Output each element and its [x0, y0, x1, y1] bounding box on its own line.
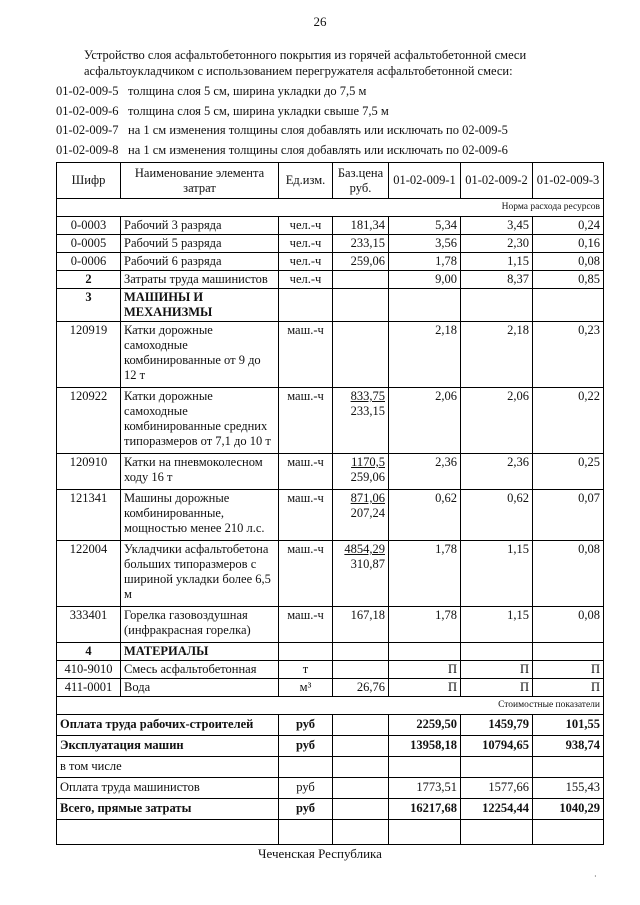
row-code: 121341: [57, 490, 121, 541]
row-value-2: П: [461, 661, 533, 679]
row-price: [333, 388, 389, 454]
cost-value-2: 10794,65: [461, 736, 533, 757]
row-name: Смесь асфальтобетонная: [121, 661, 279, 679]
table-spacer-row: [57, 820, 604, 845]
cost-value-1: 13958,18: [389, 736, 461, 757]
row-value-2: 2,06: [461, 388, 533, 454]
row-price: [333, 271, 389, 289]
header-col-3: 01-02-009-3: [533, 163, 604, 199]
section-row: [57, 289, 604, 322]
table-cell: [533, 289, 604, 322]
row-value-2: 8,37: [461, 271, 533, 289]
price-top: 1170,5: [351, 455, 385, 469]
row-value-3: 0,24: [533, 217, 604, 235]
table-row: [57, 322, 604, 388]
cost-value-2: 1459,79: [461, 715, 533, 736]
code-id: 01-02-009-5: [56, 84, 119, 98]
cost-name: Оплата труда машинистов: [57, 778, 279, 799]
row-price: [333, 661, 389, 679]
table-cell: [333, 289, 389, 322]
row-code: 411-0001: [57, 679, 121, 697]
code-description: на 1 см изменения толщины слоя добавлять или исключать по 02-009-5: [128, 123, 508, 137]
cost-value-1: 2259,50: [389, 715, 461, 736]
cost-row: [57, 778, 604, 799]
row-value-2: П: [461, 679, 533, 697]
page-number: 26: [313, 14, 327, 29]
table-cell: [333, 643, 389, 661]
row-name: Затраты труда машинистов: [121, 271, 279, 289]
row-price: [333, 757, 389, 778]
header-name: Наименование элемента затрат: [121, 163, 279, 199]
row-value-1: 2,36: [389, 454, 461, 490]
cost-label: Стоимостные показатели: [57, 697, 604, 715]
code-line: [56, 141, 626, 161]
row-unit: маш.-ч: [279, 454, 333, 490]
section-code: 3: [57, 289, 121, 322]
row-code: 2: [57, 271, 121, 289]
row-price: 233,15: [333, 235, 389, 253]
row-code: 120910: [57, 454, 121, 490]
row-name: Катки дорожные самоходные комбинированные средних типоразмеров от 7,1 до 10 т: [121, 388, 279, 454]
table-cell: [533, 643, 604, 661]
table-cell: [461, 820, 533, 845]
table-row: [57, 454, 604, 490]
row-code: 120919: [57, 322, 121, 388]
row-price: [333, 736, 389, 757]
code-line: [56, 102, 626, 122]
table-row: [57, 607, 604, 643]
table-cell: [389, 820, 461, 845]
row-value-1: 1,78: [389, 541, 461, 607]
section-title: МАШИНЫ И МЕХАНИЗМЫ: [121, 289, 279, 322]
table-row: [57, 490, 604, 541]
table-row: [57, 271, 604, 289]
norm-label-row: [57, 199, 604, 217]
table-cell: [279, 289, 333, 322]
price-base: 233,15: [350, 404, 385, 418]
table-cell: [279, 820, 333, 845]
row-name: Рабочий 6 разряда: [121, 253, 279, 271]
header-unit: Ед.изм.: [279, 163, 333, 199]
corner-mark: ·: [594, 872, 597, 881]
intro-text: Устройство слоя асфальтобетонного покрытия из горячей асфальтобетонной смеси асфальтоукладчиком с использованием перегружателя асфальтобетонной смеси:: [84, 48, 527, 78]
row-value-2: 2,36: [461, 454, 533, 490]
row-code: 333401: [57, 607, 121, 643]
cost-name: Оплата труда рабочих-строителей: [57, 715, 279, 736]
cost-unit: руб: [279, 799, 333, 820]
cost-value-3: [533, 757, 604, 778]
cost-value-1: [389, 757, 461, 778]
row-unit: т: [279, 661, 333, 679]
table-cell: [279, 643, 333, 661]
row-name: Горелка газовоздушная (инфракрасная горелка): [121, 607, 279, 643]
cost-unit: руб: [279, 736, 333, 757]
cost-value-2: 1577,66: [461, 778, 533, 799]
row-value-2: 3,45: [461, 217, 533, 235]
cost-row: [57, 715, 604, 736]
resource-table: [56, 162, 604, 845]
row-price: [333, 778, 389, 799]
row-value-2: 1,15: [461, 253, 533, 271]
row-value-1: 2,18: [389, 322, 461, 388]
row-unit: маш.-ч: [279, 607, 333, 643]
cost-unit: руб: [279, 715, 333, 736]
row-value-1: 3,56: [389, 235, 461, 253]
row-value-3: П: [533, 661, 604, 679]
row-name: Машины дорожные комбинированные, мощностью менее 210 л.с.: [121, 490, 279, 541]
row-price: [333, 715, 389, 736]
row-value-3: 0,23: [533, 322, 604, 388]
cost-label-row: [57, 697, 604, 715]
table-row: [57, 661, 604, 679]
row-unit: м³: [279, 679, 333, 697]
cost-value-3: 101,55: [533, 715, 604, 736]
cost-row: [57, 799, 604, 820]
code-description: толщина слоя 5 см, ширина укладки свыше 7,5 м: [128, 103, 389, 118]
table-cell: [389, 643, 461, 661]
table-row: [57, 235, 604, 253]
row-price: [333, 490, 389, 541]
row-value-3: 0,16: [533, 235, 604, 253]
row-value-2: 0,62: [461, 490, 533, 541]
cost-value-3: 1040,29: [533, 799, 604, 820]
row-value-2: 2,18: [461, 322, 533, 388]
code-list: [56, 82, 626, 160]
row-value-3: 0,08: [533, 541, 604, 607]
code-id: 01-02-009-6: [56, 103, 119, 118]
cost-value-3: 155,43: [533, 778, 604, 799]
cost-value-3: 938,74: [533, 736, 604, 757]
code-description: на 1 см изменения толщины слоя добавлять или исключать по 02-009-6: [128, 142, 508, 157]
row-price: [333, 454, 389, 490]
table-header-row: [57, 163, 604, 199]
norm-label: Норма расхода ресурсов: [57, 199, 604, 217]
table-row: [57, 217, 604, 235]
row-name: Укладчики асфальтобетона больших типоразмеров с шириной укладки более 6,5 м: [121, 541, 279, 607]
row-value-1: 1,78: [389, 607, 461, 643]
row-value-2: 1,15: [461, 541, 533, 607]
row-name: Рабочий 3 разряда: [121, 217, 279, 235]
price-base: 259,06: [350, 470, 385, 484]
row-value-3: П: [533, 679, 604, 697]
cost-unit: руб: [279, 778, 333, 799]
row-price: 26,76: [333, 679, 389, 697]
price-top: 4854,29: [344, 542, 385, 556]
row-code: 0-0003: [57, 217, 121, 235]
row-name: Катки дорожные самоходные комбинированные от 9 до 12 т: [121, 322, 279, 388]
row-value-3: 0,85: [533, 271, 604, 289]
row-price: [333, 541, 389, 607]
row-value-3: 0,08: [533, 253, 604, 271]
table-row: [57, 679, 604, 697]
row-value-1: 2,06: [389, 388, 461, 454]
cost-value-1: 1773,51: [389, 778, 461, 799]
footer-region: Чеченская Республика: [258, 846, 382, 861]
code-id: 01-02-009-8: [56, 142, 119, 157]
row-value-1: 5,34: [389, 217, 461, 235]
cost-row: [57, 736, 604, 757]
table-cell: [389, 289, 461, 322]
row-name: Вода: [121, 679, 279, 697]
row-name: Катки на пневмоколесном ходу 16 т: [121, 454, 279, 490]
row-price: [333, 607, 389, 643]
table-cell: [461, 289, 533, 322]
table-cell: [57, 820, 279, 845]
section-title: МАТЕРИАЛЫ: [121, 643, 279, 661]
price-top: 833,75: [350, 389, 385, 403]
code-id: 01-02-009-7: [56, 123, 119, 137]
row-value-2: 2,30: [461, 235, 533, 253]
header-col-2: 01-02-009-2: [461, 163, 533, 199]
cost-value-2: 12254,44: [461, 799, 533, 820]
row-unit: маш.-ч: [279, 490, 333, 541]
table-row: [57, 388, 604, 454]
header-col-1: 01-02-009-1: [389, 163, 461, 199]
row-value-1: 1,78: [389, 253, 461, 271]
row-value-1: П: [389, 661, 461, 679]
section-code: 4: [57, 643, 121, 661]
row-value-3: 0,08: [533, 607, 604, 643]
table-cell: [333, 820, 389, 845]
row-unit: маш.-ч: [279, 322, 333, 388]
table-row: [57, 253, 604, 271]
cost-name: в том числе: [57, 757, 279, 778]
row-value-3: 0,07: [533, 490, 604, 541]
header-price: Баз.цена руб.: [333, 163, 389, 199]
code-description: толщина слоя 5 см, ширина укладки до 7,5 м: [128, 84, 367, 98]
cost-value-2: [461, 757, 533, 778]
table-cell: [461, 643, 533, 661]
cost-name: Эксплуатация машин: [57, 736, 279, 757]
header-code: Шифр: [57, 163, 121, 199]
code-line: [56, 82, 626, 102]
row-unit: маш.-ч: [279, 541, 333, 607]
row-value-1: П: [389, 679, 461, 697]
row-value-1: 0,62: [389, 490, 461, 541]
row-value-3: 0,25: [533, 454, 604, 490]
row-code: 120922: [57, 388, 121, 454]
row-code: 122004: [57, 541, 121, 607]
section-row: [57, 643, 604, 661]
row-price: 259,06: [333, 253, 389, 271]
row-price: [333, 799, 389, 820]
code-line: [56, 121, 626, 141]
table-row: [57, 541, 604, 607]
cost-value-1: 16217,68: [389, 799, 461, 820]
cost-row: [57, 757, 604, 778]
row-code: 0-0006: [57, 253, 121, 271]
price-base: 167,18: [350, 608, 385, 622]
row-unit: чел.-ч: [279, 217, 333, 235]
row-unit: чел.-ч: [279, 253, 333, 271]
table-cell: [533, 820, 604, 845]
row-name: Рабочий 5 разряда: [121, 235, 279, 253]
price-top: 871,06: [350, 491, 385, 505]
price-base: 310,87: [350, 557, 385, 571]
row-price: [333, 322, 389, 388]
row-value-3: 0,22: [533, 388, 604, 454]
row-unit: маш.-ч: [279, 388, 333, 454]
row-value-2: 1,15: [461, 607, 533, 643]
row-unit: чел.-ч: [279, 235, 333, 253]
cost-unit: [279, 757, 333, 778]
row-value-1: 9,00: [389, 271, 461, 289]
row-price: 181,34: [333, 217, 389, 235]
cost-name: Всего, прямые затраты: [57, 799, 279, 820]
row-code: 410-9010: [57, 661, 121, 679]
row-unit: чел.-ч: [279, 271, 333, 289]
price-base: 207,24: [350, 506, 385, 520]
row-code: 0-0005: [57, 235, 121, 253]
